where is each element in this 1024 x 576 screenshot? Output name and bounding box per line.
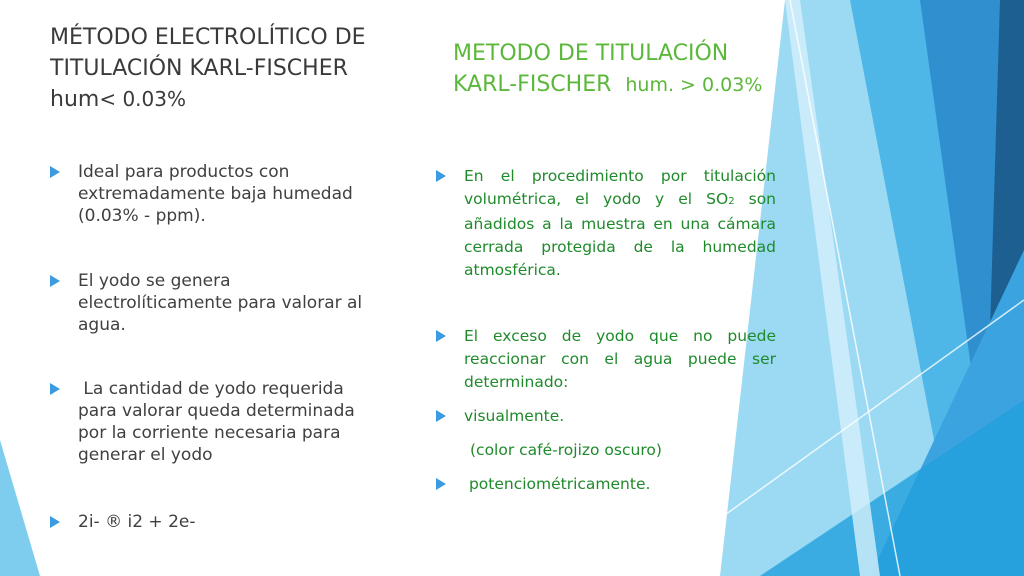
bullet-arrow-icon xyxy=(436,330,446,342)
right-title-line2-prefix: KARL-FISCHER xyxy=(453,72,612,97)
right-title xyxy=(453,38,793,101)
left-title-line3-value: < 0.03% xyxy=(99,87,186,111)
list-item xyxy=(436,405,776,428)
bullet-arrow-icon xyxy=(50,275,60,287)
list-item xyxy=(50,378,380,466)
list-item-text: 2i- ® i2 + 2e- xyxy=(78,512,196,532)
list-item-text: Ideal para productos con extremadamente baja humedad (0.03% - ppm). xyxy=(78,162,353,226)
list-item-text: (color café-rojizo oscuro) xyxy=(470,441,662,459)
bullet-arrow-icon xyxy=(50,166,60,178)
list-item-note xyxy=(436,439,776,462)
list-item-text: potenciométricamente. xyxy=(464,475,651,493)
list-item-text: El exceso de yodo que no puede reaccionar con el agua puede ser determinado: xyxy=(464,327,776,391)
left-title-line2: TITULACIÓN KARL-FISCHER xyxy=(50,56,348,81)
bullet-arrow-icon xyxy=(436,410,446,422)
left-title-line3-prefix: hum xyxy=(50,87,100,112)
bullet-arrow-icon xyxy=(50,383,60,395)
list-item xyxy=(436,165,776,282)
left-title-line1: MÉTODO ELECTROLÍTICO DE xyxy=(50,25,366,50)
bullet-arrow-icon xyxy=(50,516,60,528)
list-item xyxy=(436,325,776,394)
left-title xyxy=(50,22,410,115)
list-item xyxy=(50,511,380,533)
right-title-line2-value: hum. > 0.03% xyxy=(625,74,763,96)
right-title-line1: METODO DE TITULACIÓN xyxy=(453,41,729,66)
list-item-text: La cantidad de yodo requerida para valorar queda determinada por la corriente necesaria para generar el yodo xyxy=(78,379,361,465)
list-item xyxy=(50,161,380,227)
list-item-text: visualmente. xyxy=(464,407,565,425)
list-item xyxy=(436,473,776,496)
bullet-arrow-icon xyxy=(436,170,446,182)
subscript: 2 xyxy=(728,196,735,207)
list-item-text: El yodo se genera electrolíticamente para valorar al agua. xyxy=(78,271,363,335)
list-item-text-part: son añadidos a la muestra en una cámara cerrada protegida de la humedad atmosférica. xyxy=(464,190,776,279)
list-item xyxy=(50,270,380,336)
list-item-text-part: En el procedimiento por titulación volumétrica, el yodo y el SO xyxy=(464,167,776,208)
deco-left-triangle xyxy=(0,440,40,576)
bullet-arrow-icon xyxy=(436,478,446,490)
list-item-text xyxy=(464,167,776,279)
